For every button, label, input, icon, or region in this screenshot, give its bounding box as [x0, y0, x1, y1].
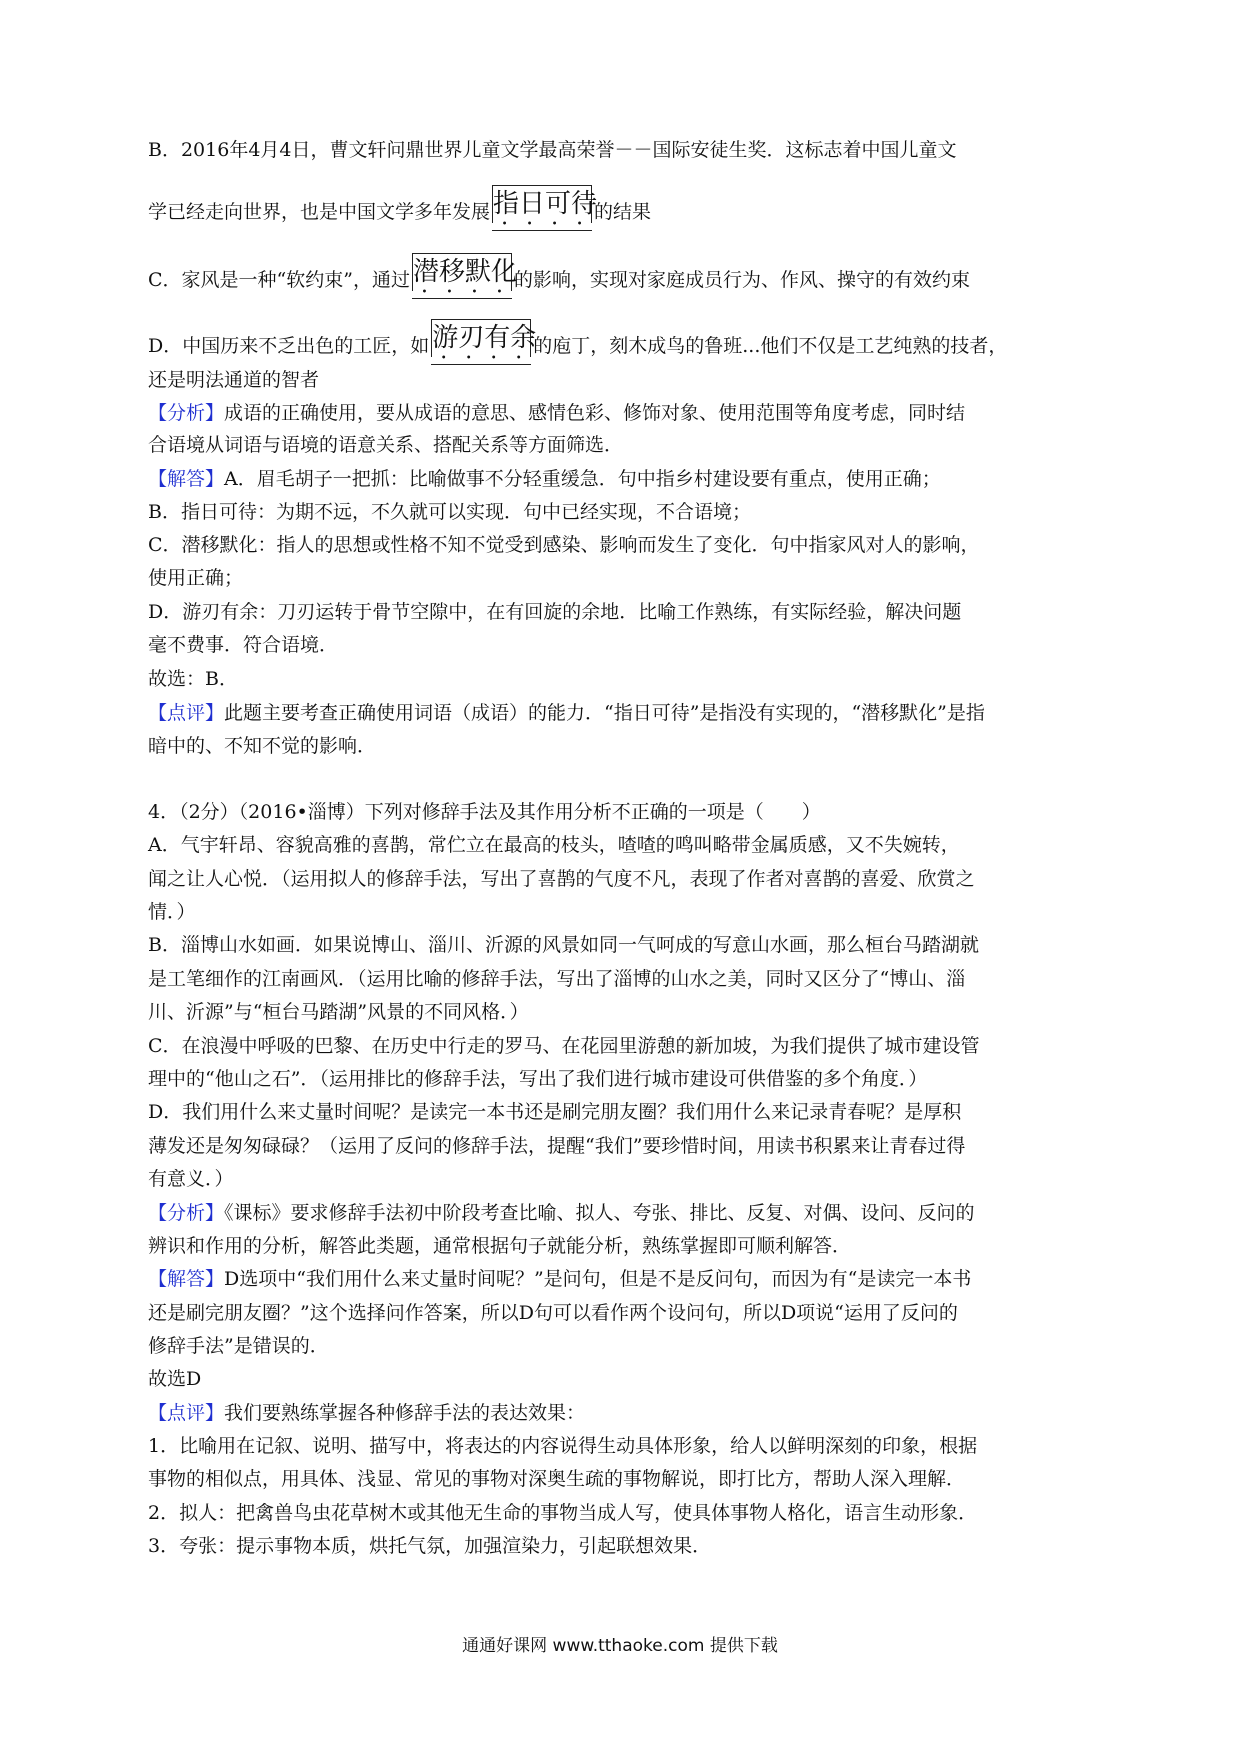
emphasis-dot: •: [421, 287, 428, 298]
text-line: [148, 866, 975, 892]
text-run: D选项中“我们用什么来丈量时间呢？”是问句，但是不是反问句，而因为有“是读完一本书: [224, 1268, 972, 1290]
text-run: 故选D: [148, 1368, 202, 1390]
text-line: [148, 1400, 585, 1426]
idiom-label: 指日可待: [492, 185, 592, 223]
emphasis-dot: •: [576, 219, 583, 230]
text-line: [148, 499, 751, 525]
text-run: D．游刃有余：刀刃运转于骨节空隙中，在有回旋的余地．比喻工作熟练，有实际经验，解决问题: [148, 601, 962, 623]
text-run: 闻之让人心悦．（运用拟人的修辞手法，写出了喜鹊的气度不凡，表现了作者对喜鹊的喜爱、欣赏之: [148, 868, 975, 890]
text-run: 的结果: [594, 201, 652, 223]
text-line: [148, 932, 979, 958]
text-line: [148, 1099, 961, 1125]
text-run: 故选：B．: [148, 668, 238, 690]
text-line: [148, 999, 529, 1025]
text-run: 3．夸张：提示事物本质，烘托气氛，加强渲染力，引起联想效果．: [148, 1535, 712, 1557]
text-run: 的影响，实现对家庭成员行为、作风、操守的有效约束: [513, 269, 970, 291]
text-line: [148, 733, 376, 759]
text-run: 合语境从词语与语境的语意关系、搭配关系等方面筛选．: [148, 434, 624, 456]
text-line: [148, 1200, 975, 1226]
emphasis-dot: •: [526, 219, 533, 230]
section-tag: 【解答】: [148, 468, 225, 490]
text-line: [148, 1133, 965, 1159]
text-line: [148, 1466, 965, 1492]
idiom-blank-box: [492, 189, 598, 230]
text-run: 辨识和作用的分析，解答此类题，通常根据句子就能分析，熟练掌握即可顺利解答．: [148, 1235, 852, 1257]
text-line: [148, 1033, 980, 1059]
text-run: C．潜移默化：指人的思想或性格不知不觉受到感染、影响而发生了变化．句中指家风对人的影响，: [148, 534, 980, 556]
text-line: [148, 367, 319, 393]
text-line: [148, 1300, 958, 1326]
text-run: 还是明法通道的智者: [148, 369, 320, 391]
text-run: B．2016年4月4日，曹文轩问鼎世界儿童文学最高荣誉－－国际安徒生奖．这标志着中国儿童文: [148, 139, 957, 161]
section-tag: 【点评】: [148, 702, 225, 724]
text-run: 川、沂源”与“桓台马踏湖”风景的不同风格．）: [148, 1001, 529, 1023]
idiom-label: 游刃有余: [431, 319, 531, 357]
emphasis-dots: [412, 289, 512, 299]
emphasis-dot: •: [551, 219, 558, 230]
emphasis-dots: [492, 221, 592, 231]
text-run: 成语的正确使用，要从成语的意思、感情色彩、修饰对象、使用范围等角度考虑，同时结: [224, 402, 966, 424]
text-line: [148, 257, 970, 298]
text-line: [148, 1433, 977, 1459]
emphasis-dot: •: [471, 287, 478, 298]
text-line: [148, 700, 985, 726]
emphasis-dot: •: [465, 353, 472, 364]
text-line: [148, 1066, 927, 1092]
text-run: 修辞手法”是错误的．: [148, 1335, 329, 1357]
emphasis-dots: [431, 355, 531, 365]
text-line: [148, 565, 243, 591]
text-run: 我们要熟练掌握各种修辞手法的表达效果：: [224, 1402, 586, 1424]
text-run: 理中的“他山之石”．（运用排比的修辞手法，写出了我们进行城市建设可供借鉴的多个角度．）: [148, 1068, 928, 1090]
emphasis-dot: •: [440, 353, 447, 364]
text-run: C．家风是一种“软约束”，通过: [148, 269, 410, 291]
text-line: [148, 1500, 977, 1526]
section-tag: 【点评】: [148, 1402, 225, 1424]
text-line: [148, 799, 821, 825]
text-line: [148, 832, 960, 858]
emphasis-dot: •: [515, 353, 522, 364]
text-line: [148, 1266, 971, 1292]
idiom-blank-box: [431, 323, 537, 364]
text-run: 暗中的、不知不觉的影响．: [148, 735, 377, 757]
text-run: 有意义．）: [148, 1168, 234, 1190]
text-run: 的庖丁，刻木成鸟的鲁班...他们不仅是工艺纯熟的技者，: [533, 335, 1008, 357]
text-line: [148, 599, 961, 625]
idiom-label: 潜移默化: [412, 253, 512, 291]
text-run: B．淄博山水如画．如果说博山、淄川、沂源的风景如同一气呵成的写意山水画，那么桓台马踏湖就: [148, 934, 979, 956]
text-run: 《课标》要求修辞手法初中阶段考查比喻、拟人、夸张、排比、反复、对偶、设问、反问的: [224, 1202, 975, 1224]
text-run: 情．）: [148, 901, 196, 923]
text-run: 1．比喻用在记叙、说明、描写中，将表达的内容说得生动具体形象，给人以鲜明深刻的印象，根据: [148, 1435, 978, 1457]
text-run: 4．（2分）（2016•淄博）下列对修辞手法及其作用分析不正确的一项是（ ）: [148, 801, 821, 823]
text-line: [148, 432, 623, 458]
text-run: 还是刷完朋友圈？”这个选择问作答案，所以D句可以看作两个设问句，所以D项说“运用了反问的: [148, 1302, 958, 1324]
text-run: 此题主要考查正确使用词语（成语）的能力．“指日可待”是指没有实现的，“潜移默化”是指: [224, 702, 985, 724]
text-line: [148, 532, 980, 558]
section-tag: 【解答】: [148, 1268, 225, 1290]
text-line: [148, 1233, 851, 1259]
text-line: [148, 966, 965, 992]
text-run: 使用正确；: [148, 567, 244, 589]
text-line: [148, 323, 1008, 364]
emphasis-dot: •: [496, 287, 503, 298]
text-line: [148, 1333, 329, 1359]
text-line: [148, 189, 652, 230]
emphasis-dot: •: [490, 353, 497, 364]
text-line: [148, 1366, 201, 1392]
text-run: 事物的相似点，用具体、浅显、常见的事物对深奥生疏的事物解说，即打比方，帮助人深入理解．: [148, 1468, 966, 1490]
text-line: [148, 137, 957, 163]
text-line: [148, 632, 338, 658]
text-run: 2．拟人：把禽兽鸟虫花草树木或其他无生命的事物当成人写，使具体事物人格化，语言生动形象．: [148, 1502, 978, 1524]
text-run: B．指日可待：为期不远，不久就可以实现．句中已经实现，不合语境；: [148, 501, 751, 523]
text-run: D．中国历来不乏出色的工匠，如: [148, 335, 430, 357]
text-run: 毫不费事．符合语境．: [148, 634, 339, 656]
text-run: D．我们用什么来丈量时间呢？是读完一本书还是刷完朋友圈？我们用什么来记录青春呢？是厚积: [148, 1101, 962, 1123]
text-line: [148, 1166, 234, 1192]
text-line: [148, 899, 196, 925]
emphasis-dot: •: [446, 287, 453, 298]
idiom-blank-box: [412, 257, 517, 298]
section-tag: 【分析】: [148, 1202, 225, 1224]
text-run: A．眉毛胡子一把抓：比喻做事不分轻重缓急．句中指乡村建设要有重点，使用正确；: [224, 468, 941, 490]
text-line: [148, 400, 965, 426]
text-run: 学已经走向世界，也是中国文学多年发展: [148, 201, 491, 223]
text-line: [148, 1533, 711, 1559]
text-line: [148, 666, 238, 692]
text-run: C．在浪漫中呼吸的巴黎、在历史中行走的罗马、在花园里游憩的新加坡，为我们提供了城市建设管: [148, 1035, 980, 1057]
text-run: 薄发还是匆匆碌碌？（运用了反问的修辞手法，提醒“我们”要珍惜时间，用读书积累来让青春过得: [148, 1135, 966, 1157]
text-run: A．气宇轩昂、容貌高雅的喜鹊，常伫立在最高的枝头，喳喳的鸣叫略带金属质感，又不失婉转，: [148, 834, 960, 856]
section-tag: 【分析】: [148, 402, 225, 424]
text-run: 是工笔细作的江南画风．（运用比喻的修辞手法，写出了淄博的山水之美，同时又区分了“博山、淄: [148, 968, 966, 990]
text-line: [148, 466, 941, 492]
emphasis-dot: •: [501, 219, 508, 230]
page-footer: 通通好课网 www.tthaoke.com 提供下载: [462, 1636, 778, 1656]
